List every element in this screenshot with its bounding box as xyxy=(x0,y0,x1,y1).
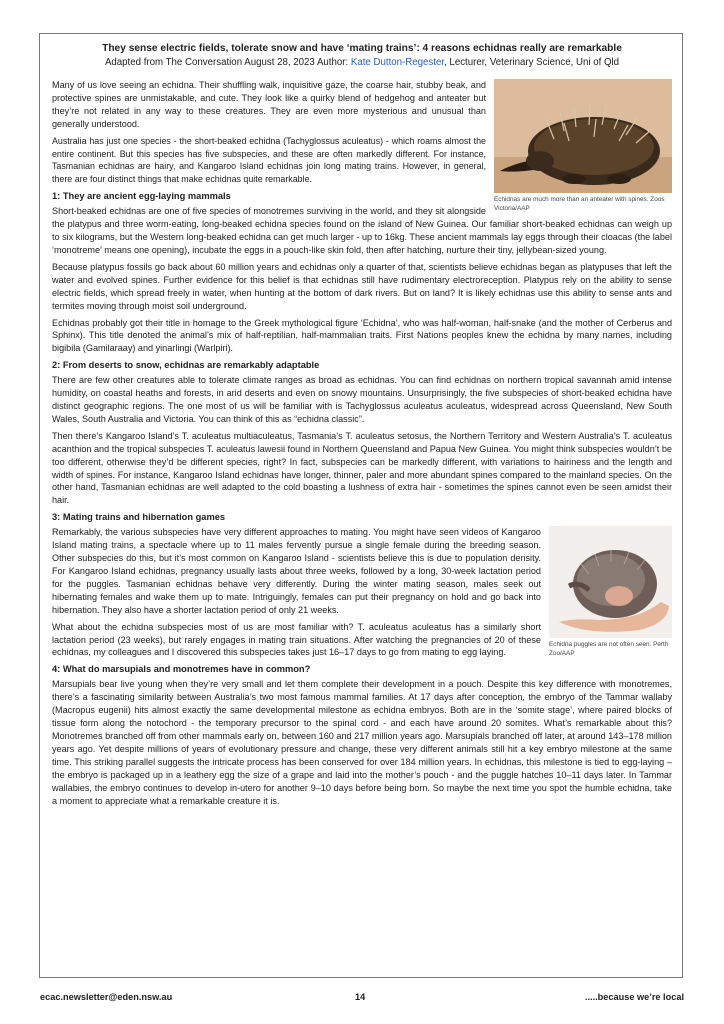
figure-puggle-caption: Echidna puggles are not often seen. Perth Zoo/AAP xyxy=(549,641,669,658)
section-1-paragraph-2: Because platypus fossils go back about 60 million years and echidnas only a quarter of that, scientists believe echidnas began as platypuses that left the water and evolved spines. Further evidence for this belief is that echidnas still have rudimentary electroreception. Platypus rely on the ability to sense electric fields, which spread freely in water, when hunting at the bottom of dark rivers. But on land? It is likely echidnas use this ability to sense ants and termites moving through moist soil underground. xyxy=(52,261,672,311)
article-title: They sense electric fields, tolerate snow and have ‘mating trains’: 4 reasons echidnas really are remarkable xyxy=(102,43,622,54)
section-4-paragraph-1: Marsupials bear live young when they’re very small and let them complete their development in a pouch. Despite this key difference with monotremes, there’s a fascinating similarity between Australia’s two most famous mammal families. At 17 days after conception, the embryo of the Tammar wallaby (Macropus eugenii) hits almost exactly the same developmental milestone as echidna embryos. Both are in the ‘somite stage’, where paired blocks of tissue form along the notochord - the temporary precursor to the spinal cord - and each have around 20 somites. What’s remarkable about this? Monotremes branched off from other mammals early on, between 160 and 217 million years ago. Marsupials branched off later, at around 143–178 million years ago. Yet despite millions of years of evolutionary pressure and change, these very different animals still hit a key embryo milestone at the same time. This striking parallel suggests the intricate process has been conserved for over 184 million years. In echidnas, this milestone is tied to egg-laying – the embryo is packaged up in a leathery egg the size of a grape and laid into the mother’s pouch - and the puggle hatches 10–11 days later. In Tammar wallabies, the embryo continues to develop in-utero for another 9–10 days before being born. So maybe the next time you spot the humble echidna, take a moment to appreciate what a remarkable creature it is. xyxy=(52,679,672,806)
section-2-heading: 2: From deserts to snow, echidnas are remarkably adaptable xyxy=(52,360,320,371)
section-3-heading: 3: Mating trains and hibernation games xyxy=(52,512,226,523)
figure-puggle xyxy=(549,526,672,658)
section-2-paragraph-1: There are few other creatures able to tolerate climate ranges as broad as echidnas. You can find echidnas on northern tropical savannah amid intense humidity, on coastal heaths and forests, in arid deserts and even on snowy mountains. Unsurprisingly, the five subspecies of short-beaked echidna have distinct geographic regions. The one most of us will be familiar with is Tachyglossus aculeatus aculeatus, widespread across Queensland, New South Wales, South Australia and Victoria. You can think of this as “echidna classic”. xyxy=(52,375,672,424)
footer-email[interactable]: ecac.newsletter@eden.nsw.au xyxy=(40,992,173,1002)
section-4-heading: 4: What do marsupials and monotremes have in common? xyxy=(52,664,311,675)
author-link[interactable]: Kate Dutton-Regester xyxy=(350,57,445,68)
section-2-paragraph-2: Then there’s Kangaroo Island’s T. aculeatus multiaculeatus, Tasmania’s T. aculeatus setosus, the Northern Territory and Western Australia’s T. aculeatus acanthion and the tropical subspecies T. aculeatus lawesii found in Northern Queensland and Papua New Guinea. You might think subspecies wouldn’t be too different, otherwise they’d be different species, right? In fact, subspecies can be markedly different, with variations to hairiness and the length and width of spines. For instance, Kangaroo Island echidnas have longer, thinner, paler and more abundant spines compared to the mainland species. On the other hand, Tasmanian echidnas are well adapted to the cold boasting a lushness of extra hair - sometimes the spines cannot even be seen amidst their hair. xyxy=(52,430,672,506)
author-role: , Lecturer, Veterinary Science, Uni of Qld xyxy=(444,57,620,68)
intro-paragraph-2: Australia has just one species - the short-beaked echidna (Tachyglossus aculeatus) - which roams almost the entire continent. But this species has five subspecies, and these are often markedly different. For instance, Tasmanian echidnas are hairy, and Kangaroo Island echidnas join long mating trains. However, in general, there are four distinct things that make echidnas quite remarkable. xyxy=(52,135,486,185)
figure-echidna xyxy=(494,79,672,213)
intro-paragraph-1: Many of us love seeing an echidna. Their shuffling walk, inquisitive gaze, the coarse hair, stubby beak, and protective spines are unmistakable, and cute. They look like a quirky blend of hedgehog and anteater but they’re not related in any way to these creatures. They are even more mysterious and unusual than generally understood. xyxy=(52,80,486,129)
footer-tagline: .....because we’re local xyxy=(584,992,684,1002)
section-3-paragraph-2: What about the echidna subspecies most of us are most familiar with? T. aculeatus aculeatus has a similarly short lactation period (23 weeks), but rarely engages in mating train situations. After watching the pregnancies of 20 of these echidnas, my colleagues and I discovered this subspecies takes just 16–17 days to go from mating to egg laying. xyxy=(52,621,541,658)
section-3-paragraph-1: Remarkably, the various subspecies have very different approaches to mating. You might have seen videos of Kangaroo Island mating trains, a spectacle where up to 11 males fervently pursue a single female during the breeding season. Other subspecies do this, but it’s most common on Kangaroo Island - scientists believe this is due to population density. For Kangaroo Island echidnas, pregnancy usually lasts about three weeks, followed by a long, 30-week lactation period for the puggles. Tasmanian echidnas behave very differently. During the winter mating season, males seek out hibernating females and wake them up to mate. Intriguingly, females can put their pregnancy on hold and go back into hibernation. They also have a shorter lactation period of only 21 weeks. xyxy=(52,527,541,615)
article-frame xyxy=(39,33,683,978)
byline-prefix: Adapted from The Conversation August 28, 2023 Author: xyxy=(104,57,351,68)
echidna-photo-icon xyxy=(494,79,672,193)
section-1-heading: 1: They are ancient egg-laying mammals xyxy=(52,191,231,202)
figure-echidna-caption: Echidnas are much more than an anteater with spines. Zoos Victoria/AAP xyxy=(494,196,665,212)
section-1-paragraph-1: Short-beaked echidnas are one of five species of monotremes surviving in the world, and they sit alongside the platypus and three worm-eating, long-beaked echidna species found on the island of New Guinea. Our familiar short-beaked echidnas can weigh up to six kilograms, but the Western long-beaked echidna can get much larger - up to 16kg. These ancient mammals lay eggs through their cloacas (the label ‘monotreme’ means one opening), incubate the eggs in a pouch-like skin fold, then after hatching, nurture their tiny, jellybean-sized young. xyxy=(52,206,672,255)
section-1-paragraph-3: Echidnas probably got their title in homage to the Greek mythological figure ‘Echidna’, who was half-woman, half-snake (and the mother of Cerberus and Sphinx). This title denoted the animal’s mix of half-reptilian, half-mammalian traits. First Nations peoples knew the echidna by many names, including bigibila (Gamilaraay) and yinarlingi (Warlpiri). xyxy=(52,317,672,354)
puggle-photo-icon xyxy=(549,526,672,638)
article-byline xyxy=(52,56,672,70)
footer-page-number: 14 xyxy=(355,992,366,1002)
